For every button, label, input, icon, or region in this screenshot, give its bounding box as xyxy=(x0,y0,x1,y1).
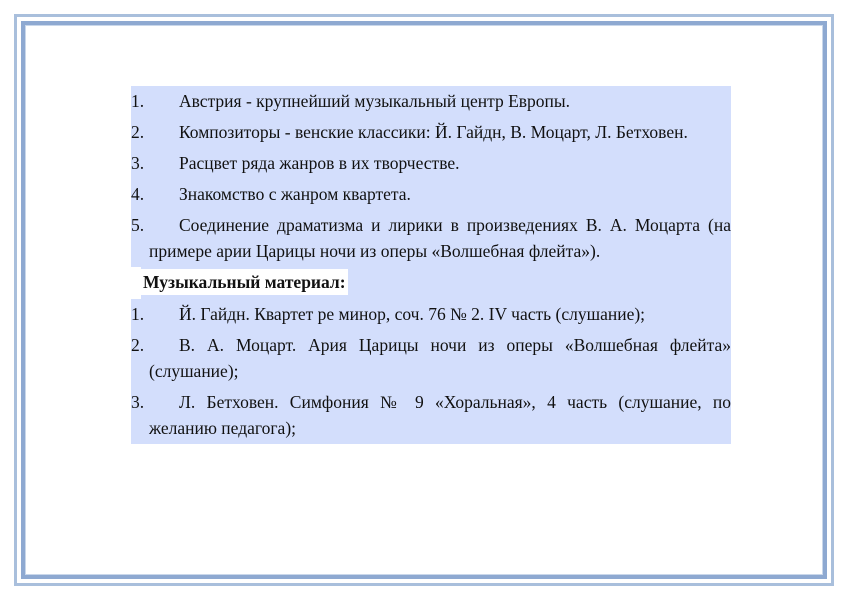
material-heading: Музыкальный материал: xyxy=(141,269,348,295)
material-heading-row xyxy=(141,267,731,299)
topic-item xyxy=(131,210,731,267)
material-text: Й. Гайдн. Квартет ре минор, соч. 76 № 2. IV часть (слушание); xyxy=(179,304,646,324)
lesson-content xyxy=(131,86,731,444)
topic-number: 4. xyxy=(131,184,145,204)
topic-number: 3. xyxy=(131,153,145,173)
topic-text: Расцвет ряда жанров в их творчестве. xyxy=(179,153,460,173)
topic-number: 5. xyxy=(131,215,145,235)
material-number: 3. xyxy=(131,392,145,412)
topic-item xyxy=(131,86,731,117)
material-text: В. А. Моцарт. Ария Царицы ночи из оперы «Волшебная флейта» (слушание); xyxy=(149,335,731,381)
topic-text: Композиторы - венские классики: Й. Гайдн, В. Моцарт, Л. Бетховен. xyxy=(179,122,688,142)
heading-gap xyxy=(131,267,141,299)
topic-item xyxy=(131,179,731,210)
topic-text: Соединение драматизма и лирики в произведениях В. А. Моцарта (на примере арии Царицы ночи из оперы «Волшебная флейта»). xyxy=(149,215,731,261)
material-number: 2. xyxy=(131,335,145,355)
material-text: Л. Бетховен. Симфония № 9 «Хоральная», 4 часть (слушание, по желанию педагога); xyxy=(149,392,731,438)
material-item xyxy=(131,299,731,330)
material-item xyxy=(131,330,731,387)
material-number: 1. xyxy=(131,304,145,324)
material-item xyxy=(131,387,731,444)
topic-item xyxy=(131,117,731,148)
topic-number: 2. xyxy=(131,122,145,142)
topic-text: Знакомство с жанром квартета. xyxy=(179,184,411,204)
topic-item xyxy=(131,148,731,179)
topic-text: Австрия - крупнейший музыкальный центр Европы. xyxy=(179,91,571,111)
topic-number: 1. xyxy=(131,91,145,111)
